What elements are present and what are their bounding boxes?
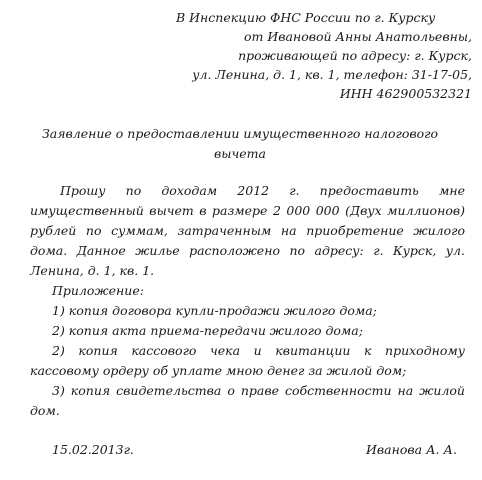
appendix-item: 1) копия договора купли-продажи жилого дома; [52,303,377,318]
header-address-line: проживающей по адресу: г. Курск, [238,48,472,63]
title-line-2: вычета [214,146,266,161]
document-date: 15.02.2013г. [52,442,134,457]
request-paragraph: Прошу по доходам 2012 г. предоставить мне имущественный вычет в размере 2 000 000 (Двух миллионов) рублей по суммам, затраченным на приобретение жилого дома. Данное жилье расположено по адресу: г. Курск, ул. Ленина, д. 1, кв. 1. [30,183,465,278]
title-line-1: Заявление о предоставлении имущественного налогового [41,126,438,141]
header-inn-line: ИНН 462900532321 [339,86,472,101]
document-title [20,124,460,164]
document-body [30,181,465,421]
signature-name: Иванова А. А. [366,442,457,457]
header-recipient-line: В Инспекцию ФНС России по г. Курску [176,10,436,25]
appendix-item: 2) копия акта приема-передачи жилого дома; [52,323,363,338]
appendix-label: Приложение: [52,283,144,298]
header-street-phone-line: ул. Ленина, д. 1, кв. 1, телефон: 31-17-05, [192,67,472,82]
header-sender-line: от Ивановой Анны Анатольевны, [243,29,472,44]
recipient-header [150,8,472,103]
appendix-item: 3) копия свидетельства о праве собственности на жилой дом. [30,383,465,418]
appendix-item: 2) копия кассового чека и квитанции к приходному кассовому ордеру об уплате мною денег за жилой дом; [30,343,465,378]
